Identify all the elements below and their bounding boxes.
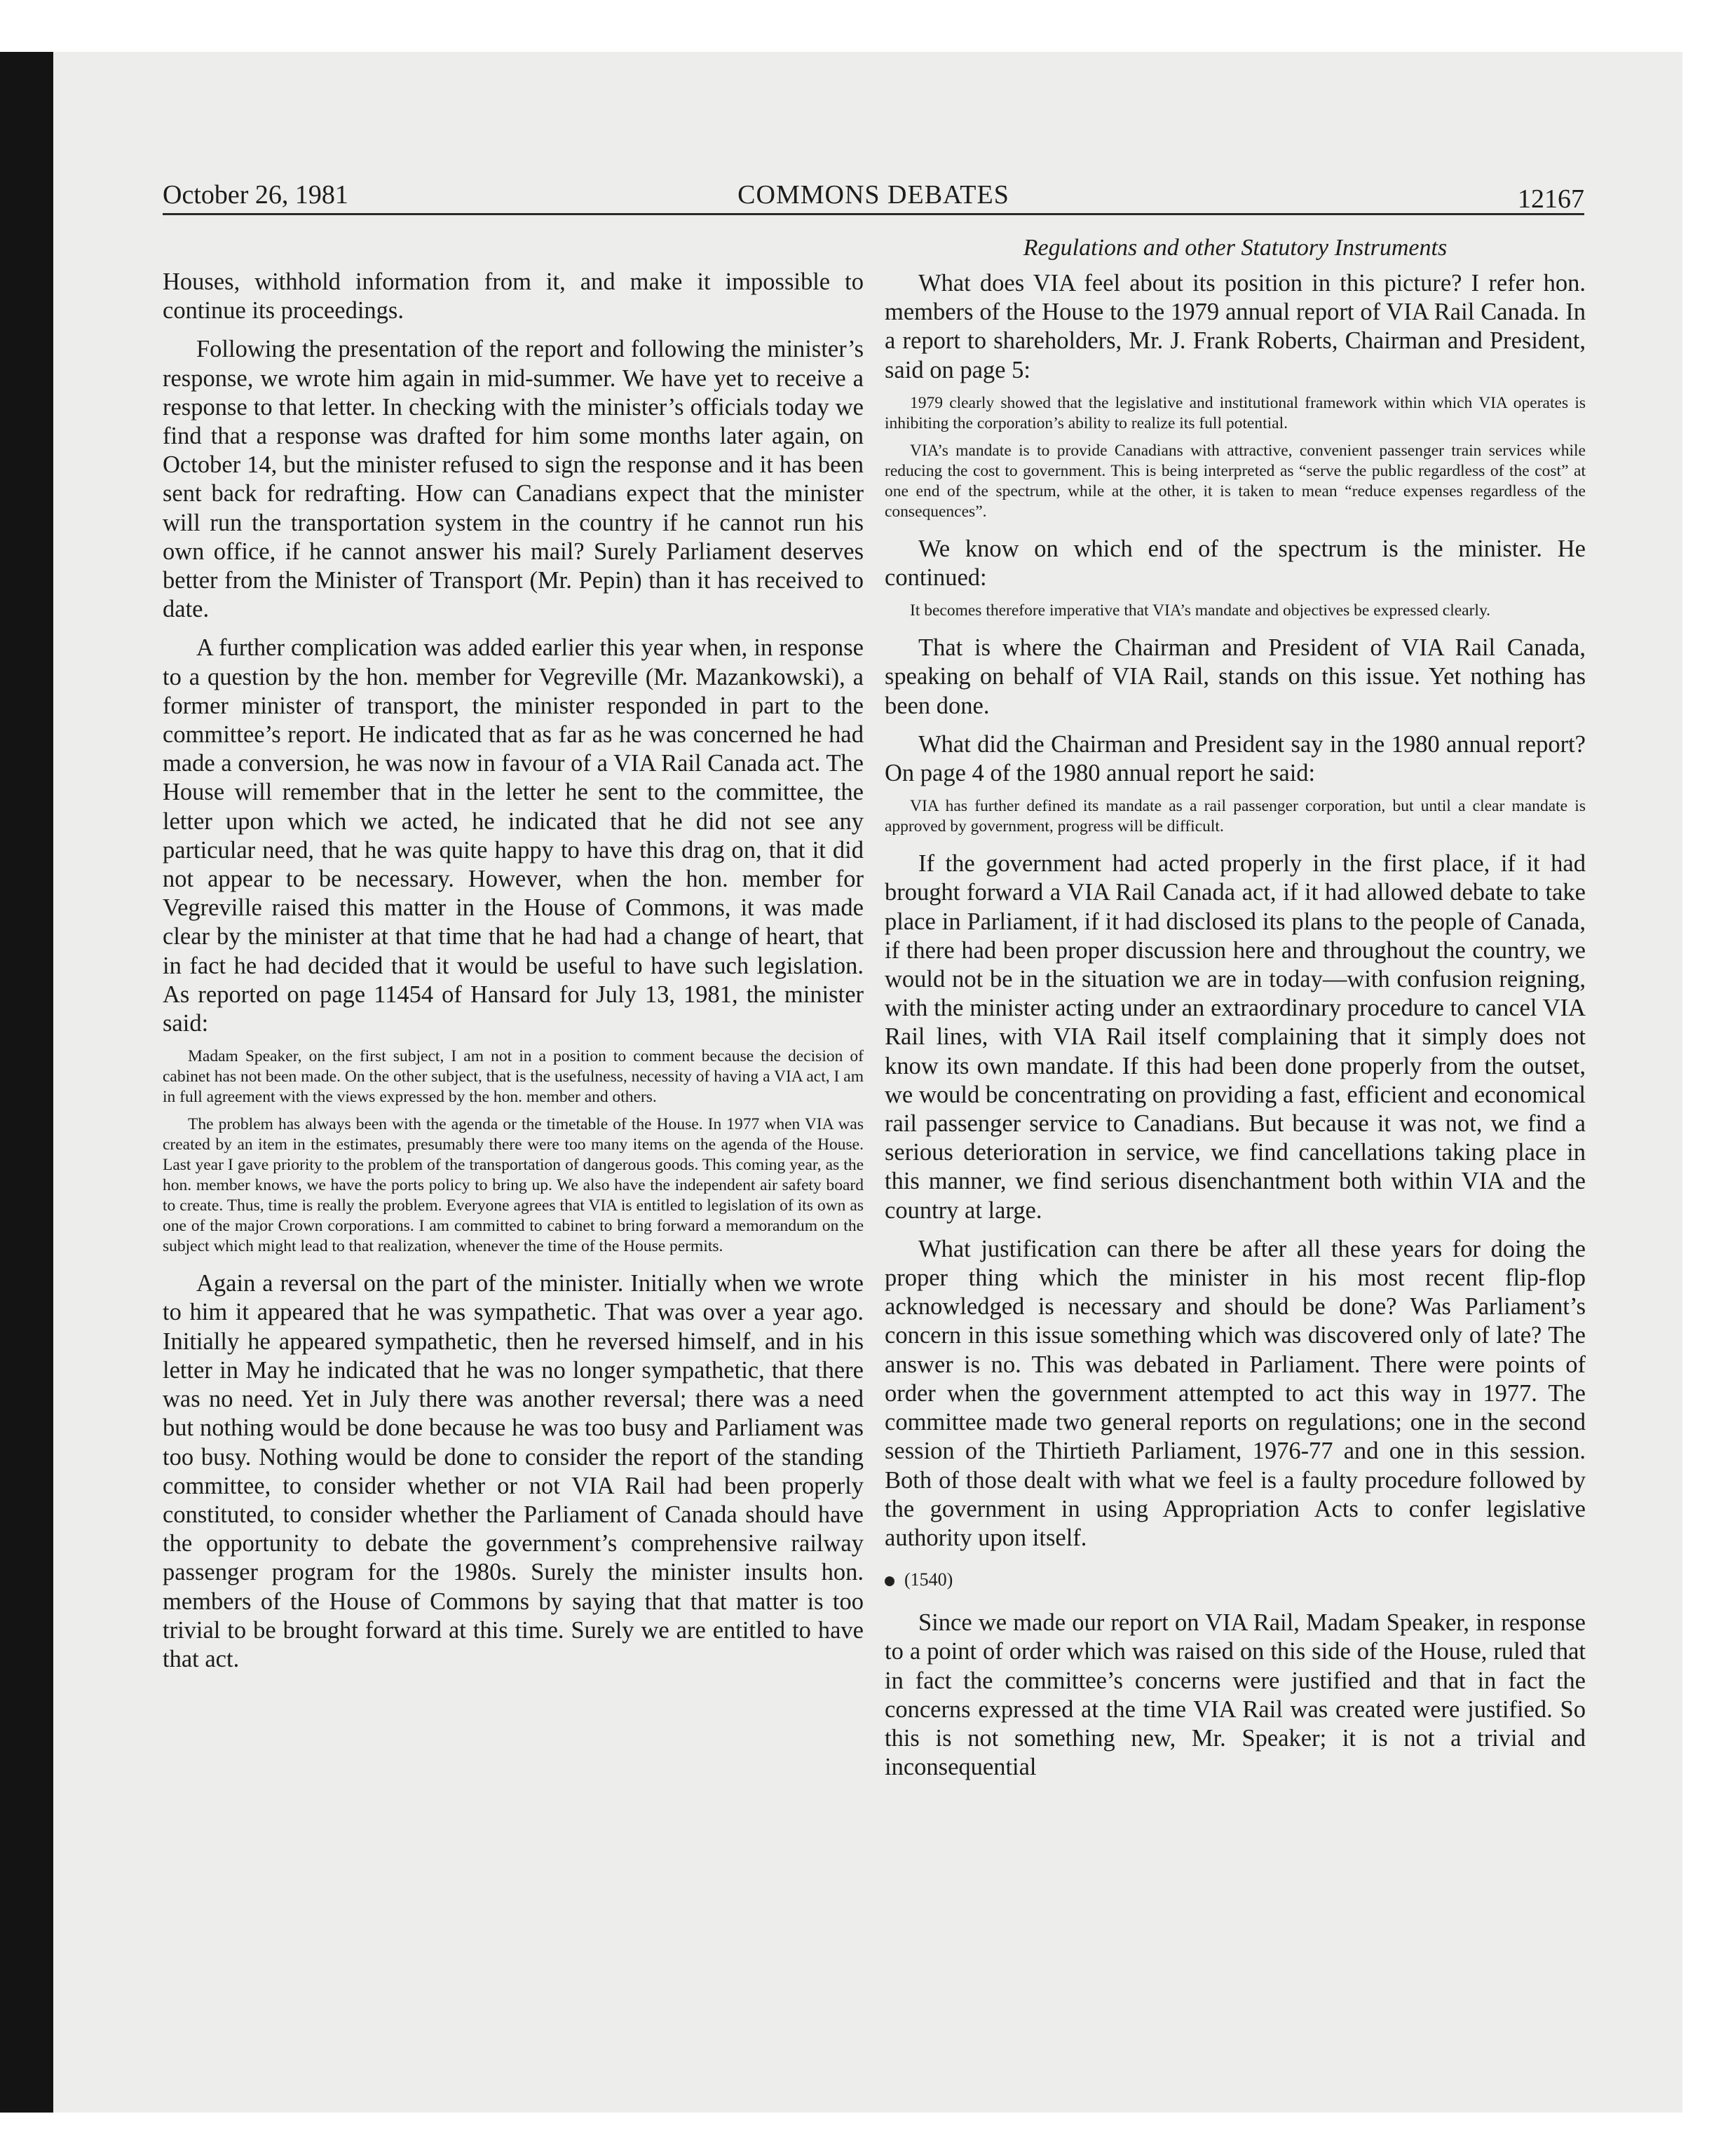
paragraph: Houses, withhold information from it, and make it impossible to continue its proceedings. (163, 268, 864, 325)
header-title: COMMONS DEBATES (737, 180, 1009, 210)
block-quote: The problem has always been with the agenda or the timetable of the House. In 1977 when VIA was created by an item in the estimates, presumably there were too many items on the agenda of the House. Last year I gave priority to the problem of the transportation of dangerous goods. This coming year, as the hon. member knows, we have the ports policy to bring up. We also have the independent air safety board to create. Thus, time is really the problem. Everyone agrees that VIA is entitled to legislation of its own as one of the major Crown corporations. I am committed to cabinet to bring forward a memorandum on the subject which might lead to that realization, whenever the time of the House permits. (163, 1115, 864, 1256)
block-quote: VIA’s mandate is to provide Canadians with attractive, convenient passenger train services while reducing the cost to government. This is being interpreted as “serve the public regardless of the cost” at one end of the spectrum, while at the other, it is taken to mean “reduce expenses regardless of the consequences”. (885, 441, 1586, 521)
page-header (163, 177, 1584, 215)
block-quote: VIA has further defined its mandate as a rail passenger corporation, but until a clear mandate is approved by government, progress will be difficult. (885, 797, 1586, 836)
header-date: October 26, 1981 (163, 180, 348, 210)
section-heading: Regulations and other Statutory Instruments (1023, 235, 1448, 261)
paragraph: A further complication was added earlier this year when, in response to a question by the hon. member for Vegreville (Mr. Mazankowski), a former minister of transport, the minister responded in part to the committee’s report. He indicated that as far as he was concerned he had made a conversion, he was now in favour of a VIA Rail Canada act. The House will remember that in the letter he sent to the committee, the letter upon which we acted, he indicated that he did not see any particular need, that he was quite happy to have this drag on, that it did not appear to be necessary. However, when the hon. member for Vegreville raised this matter in the House of Commons, it was made clear by the minister at that time that he had had a change of heart, that in fact he had decided that it would be useful to have such legislation. As reported on page 11454 of Hansard for July 13, 1981, the minister said: (163, 634, 864, 1037)
paragraph: We know on which end of the spectrum is the minister. He continued: (885, 535, 1586, 592)
block-quote: Madam Speaker, on the first subject, I am not in a position to comment because the decision of cabinet has not been made. On the other subject, that is the usefulness, necessity of having a VIA act, I am in full agreement with the views expressed by the hon. member and others. (163, 1047, 864, 1107)
paragraph: Following the presentation of the report and following the minister’s response, we wrote him again in mid-summer. We have yet to receive a response to that letter. In checking with the minister’s officials today we find that a response was drafted for him some months later again, on October 14, but the minister refused to sign the response and it has been sent back for redrafting. How can Canadians expect that the minister will run the transportation system in the country if he cannot run his own office, if he cannot answer his mail? Surely Parliament deserves better from the Minister of Transport (Mr. Pepin) than it has received to date. (163, 336, 864, 623)
time-marker (885, 1568, 1586, 1592)
paragraph: What justification can there be after all these years for doing the proper thing which the minister in his most recent flip-flop acknowledged is necessary and should be done? Was Parliament’s concern in this issue something which was discovered only of late? The answer is no. This was debated in Parliament. There were points of order when the government attempted to act this way in 1977. The committee made two general reports on regulations; one in the second session of the Thirtieth Parliament, 1976-77 and one in this session. Both of those dealt with what we feel is a faulty procedure followed by the government in using Appropriation Acts to confer legislative authority upon itself. (885, 1235, 1586, 1551)
paragraph: Since we made our report on VIA Rail, Madam Speaker, in response to a point of order which was raised on this side of the House, ruled that in fact the committee’s concerns were justified and that in fact the concerns expressed at the time VIA Rail was created were justified. So this is not something new, Mr. Speaker; it is not a trivial and inconsequential (885, 1609, 1586, 1781)
paragraph: That is where the Chairman and President of VIA Rail Canada, speaking on behalf of VIA Rail, stands on this issue. Yet nothing has been done. (885, 634, 1586, 719)
left-column (163, 233, 864, 1674)
right-column (885, 233, 1586, 1782)
scan-edge (0, 52, 53, 2113)
block-quote: 1979 clearly showed that the legislative and institutional framework within which VIA operates is inhibiting the corporation’s ability to realize its full potential. (885, 393, 1586, 432)
bullet-icon (885, 1576, 894, 1586)
paragraph: What did the Chairman and President say in the 1980 annual report? On page 4 of the 1980 annual report he said: (885, 730, 1586, 787)
paragraph: What does VIA feel about its position in this picture? I refer hon. members of the House to the 1979 annual report of VIA Rail Canada. In a report to shareholders, Mr. J. Frank Roberts, Chairman and President, said on page 5: (885, 270, 1586, 383)
paragraph: Again a reversal on the part of the minister. Initially when we wrote to him it appeared that he was sympathetic. That was over a year ago. Initially he appeared sympathetic, then he reversed himself, and in his letter in May he indicated that he was no longer sympathetic, that there was no need. Yet in July there was another reversal; there was a need but nothing would be done because he was too busy and Parliament was too busy. Nothing would be done to consider the report of the standing committee, to consider whether or not VIA Rail had been properly constituted, to consider whether the Parliament of Canada should have the opportunity to debate the government’s comprehensive railway passenger program for the 1980s. Surely the minister insults hon. members of the House of Commons by saying that that matter is too trivial to be brought forward at this time. Surely we are entitled to have that act. (163, 1270, 864, 1672)
paragraph: If the government had acted properly in the first place, if it had brought forward a VIA Rail Canada act, if it had allowed debate to take place in Parliament, if it had disclosed its plans to the people of Canada, if there had been proper discussion here and throughout the country, we would not be in the situation we are in today—with confusion reigning, with the minister acting under an extraordinary procedure to cancel VIA Rail lines, with VIA Rail itself complaining that it simply does not know its own mandate. If this had been done properly from the outset, we would be concentrating on providing a fast, efficient and economical rail passenger service to Canadians. But because it was not, we find a serious deterioration in service, we find cancellations taking place in this manner, we find serious disenchantment both within VIA and the country at large. (885, 850, 1586, 1224)
time-stamp: (1540) (904, 1569, 953, 1590)
page-number: 12167 (1518, 184, 1584, 214)
block-quote: It becomes therefore imperative that VIA’s mandate and objectives be expressed clearly. (910, 601, 1491, 620)
